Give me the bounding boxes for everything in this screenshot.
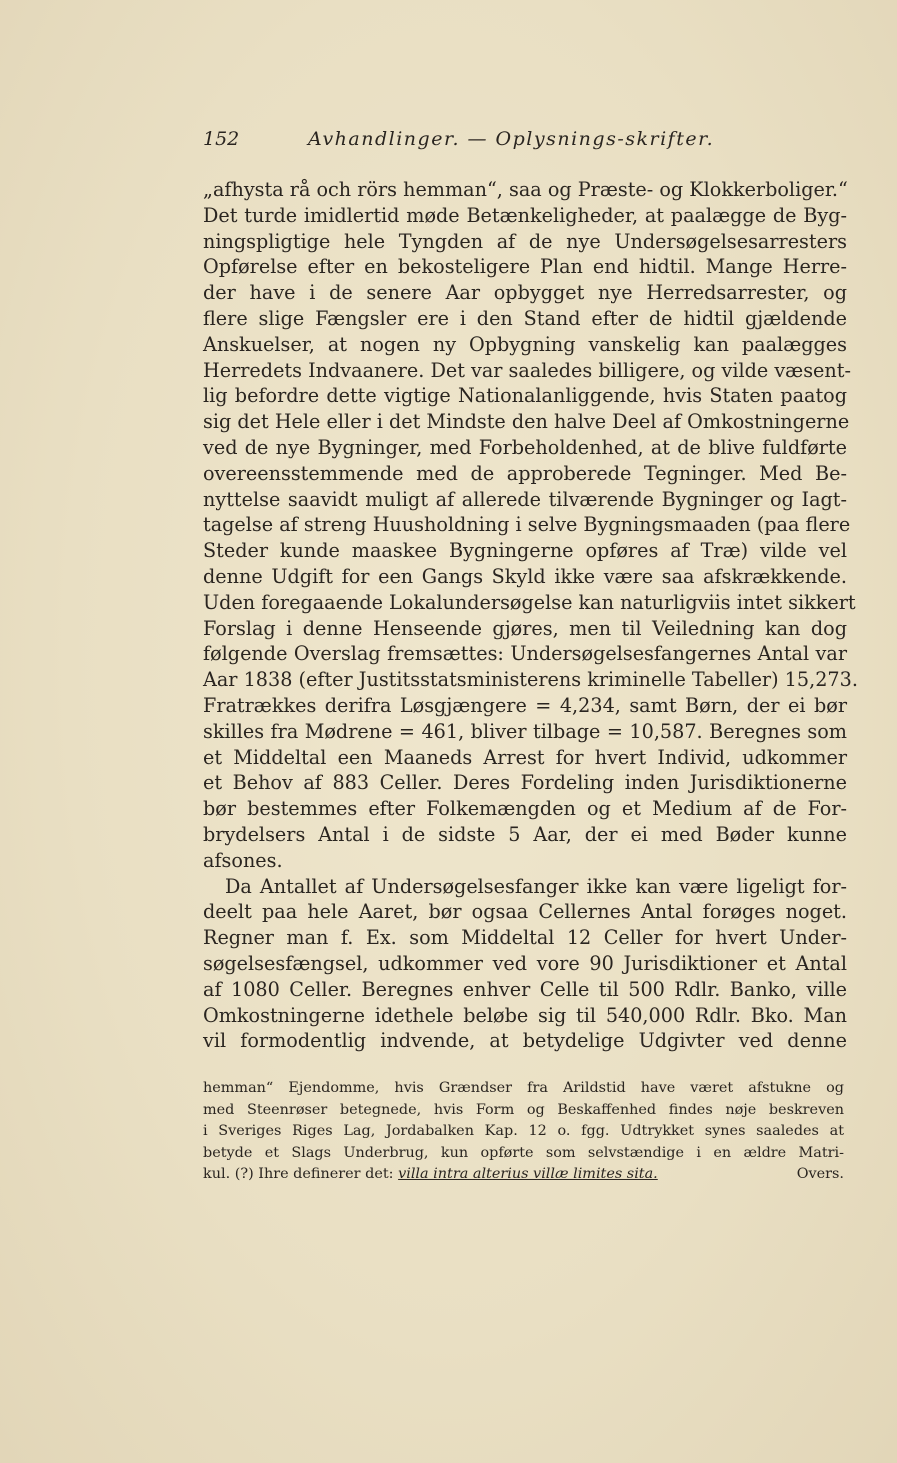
text-line: bør bestemmes efter Folkemængden og et Medium af de For- bbox=[203, 797, 847, 821]
text-line: brydelsers Antal i de sidste 5 Aar, der ei med Bøder kunne bbox=[203, 822, 847, 846]
text-line: et Middeltal een Maaneds Arrest for hvert Individ, udkommer bbox=[203, 745, 847, 769]
translator-signature: Overs. bbox=[796, 1166, 844, 1183]
running-head bbox=[203, 128, 848, 150]
text-line: der have i de senere Aar opbygget nye Herredsarrester, og bbox=[203, 281, 847, 305]
text-line: Opførelse efter en bekosteligere Plan end hidtil. Mange Herre- bbox=[203, 255, 847, 279]
footnote-last-line-text bbox=[203, 1164, 658, 1186]
text-line: søgelsesfængsel, udkommer ved vore 90 Jurisdiktioner et Antal bbox=[203, 951, 847, 975]
body-text bbox=[203, 177, 858, 1054]
page-number: 152 bbox=[203, 128, 240, 150]
text-line: Steder kunde maaskee Bygningerne opføres af Træ) vilde vel bbox=[203, 539, 847, 563]
text-line: vil formodentlig indvende, at betydelige Udgivter ved denne bbox=[203, 1029, 847, 1053]
text-line: deelt paa hele Aaret, bør ogsaa Cellernes Antal forøges noget. bbox=[203, 900, 847, 924]
text-line: Aar 1838 (efter Justitsstatsministerens kriminelle Tabeller) 15,273. bbox=[203, 668, 858, 692]
text-line: „afhysta rå och rörs hemman“, saa og Præste- og Klokkerboliger.“ bbox=[203, 178, 848, 201]
paragraph-start-line: Da Antallet af Undersøgelsesfanger ikke kan være ligeligt for- bbox=[225, 874, 847, 898]
text-line: flere slige Fængsler ere i den Stand efter de hidtil gjældende bbox=[203, 306, 847, 330]
footnote-prefix: kul. (?) Ihre definerer det: bbox=[203, 1166, 394, 1183]
text-line: sig det Hele eller i det Mindste den halve Deel af Omkostningerne bbox=[203, 410, 850, 434]
footnote-line: betyde et Slags Underbrug, kun opførte som selvstændige i en ældre Matri- bbox=[203, 1144, 844, 1161]
text-line: Uden foregaaende Lokalundersøgelse kan naturligviis intet sikkert bbox=[203, 590, 856, 614]
text-line: ved de nye Bygninger, med Forbeholdenhed, at de blive fuldførte bbox=[203, 435, 847, 459]
text-line: følgende Overslag fremsættes: Undersøgelsesfangernes Antal var bbox=[203, 642, 847, 666]
text-line: nyttelse saavidt muligt af allerede tilværende Bygninger og Iagt- bbox=[203, 487, 847, 511]
footnote-last-line bbox=[203, 1164, 844, 1186]
text-line: Forslag i denne Henseende gjøres, men til Veiledning kan dog bbox=[203, 616, 847, 640]
text-line: Omkostningerne idethele beløbe sig til 540,000 Rdlr. Bko. Man bbox=[203, 1003, 847, 1027]
running-title: Avhandlinger. — Oplysnings-skrifter. bbox=[308, 128, 715, 150]
text-line: Fratrækkes derifra Løsgjængere = 4,234, samt Børn, der ei bør bbox=[203, 693, 847, 717]
text-line: Herredets Indvaanere. Det var saaledes billigere, og vilde væsent- bbox=[203, 358, 851, 382]
text-line: Det turde imidlertid møde Betænkeligheder, at paalægge de Byg- bbox=[203, 203, 847, 227]
text-line: tagelse af streng Huusholdning i selve Bygningsmaaden (paa flere bbox=[203, 513, 851, 537]
text-line: af 1080 Celler. Beregnes enhver Celle til 500 Rdlr. Banko, ville bbox=[203, 977, 847, 1001]
text-line: ningspligtige hele Tyngden af de nye Undersøgelsesarresters bbox=[203, 229, 847, 253]
footnote-line: med Steenrøser betegnede, hvis Form og Beskaffenhed findes nøje beskreven bbox=[203, 1101, 844, 1118]
text-line: Regner man f. Ex. som Middeltal 12 Celler for hvert Under- bbox=[203, 926, 847, 950]
text-line: lig befordre dette vigtige Nationalanliggende, hvis Staten paatog bbox=[203, 384, 847, 408]
latin-quote: villa intra alterius villæ limites sita. bbox=[398, 1166, 658, 1183]
footnote-line: i Sveriges Riges Lag, Jordabalken Kap. 12 o. fgg. Udtrykket synes saaledes at bbox=[203, 1123, 844, 1140]
text-line: overeensstemmende med de approberede Tegninger. Med Be- bbox=[203, 461, 847, 485]
text-line: Anskuelser, at nogen ny Opbygning vanskelig kan paalægges bbox=[203, 332, 847, 356]
text-line: et Behov af 883 Celler. Deres Fordeling inden Jurisdiktionerne bbox=[203, 771, 847, 795]
footnote bbox=[203, 1078, 844, 1186]
text-line: skilles fra Mødrene = 461, bliver tilbage = 10,587. Beregnes som bbox=[203, 719, 847, 743]
text-line: afsones. bbox=[203, 848, 283, 872]
text-line: denne Udgift for een Gangs Skyld ikke være saa afskrækkende. bbox=[203, 564, 847, 588]
footnote-line: hemman“ Ejendomme, hvis Grændser fra Arildstid have været afstukne og bbox=[203, 1080, 844, 1096]
